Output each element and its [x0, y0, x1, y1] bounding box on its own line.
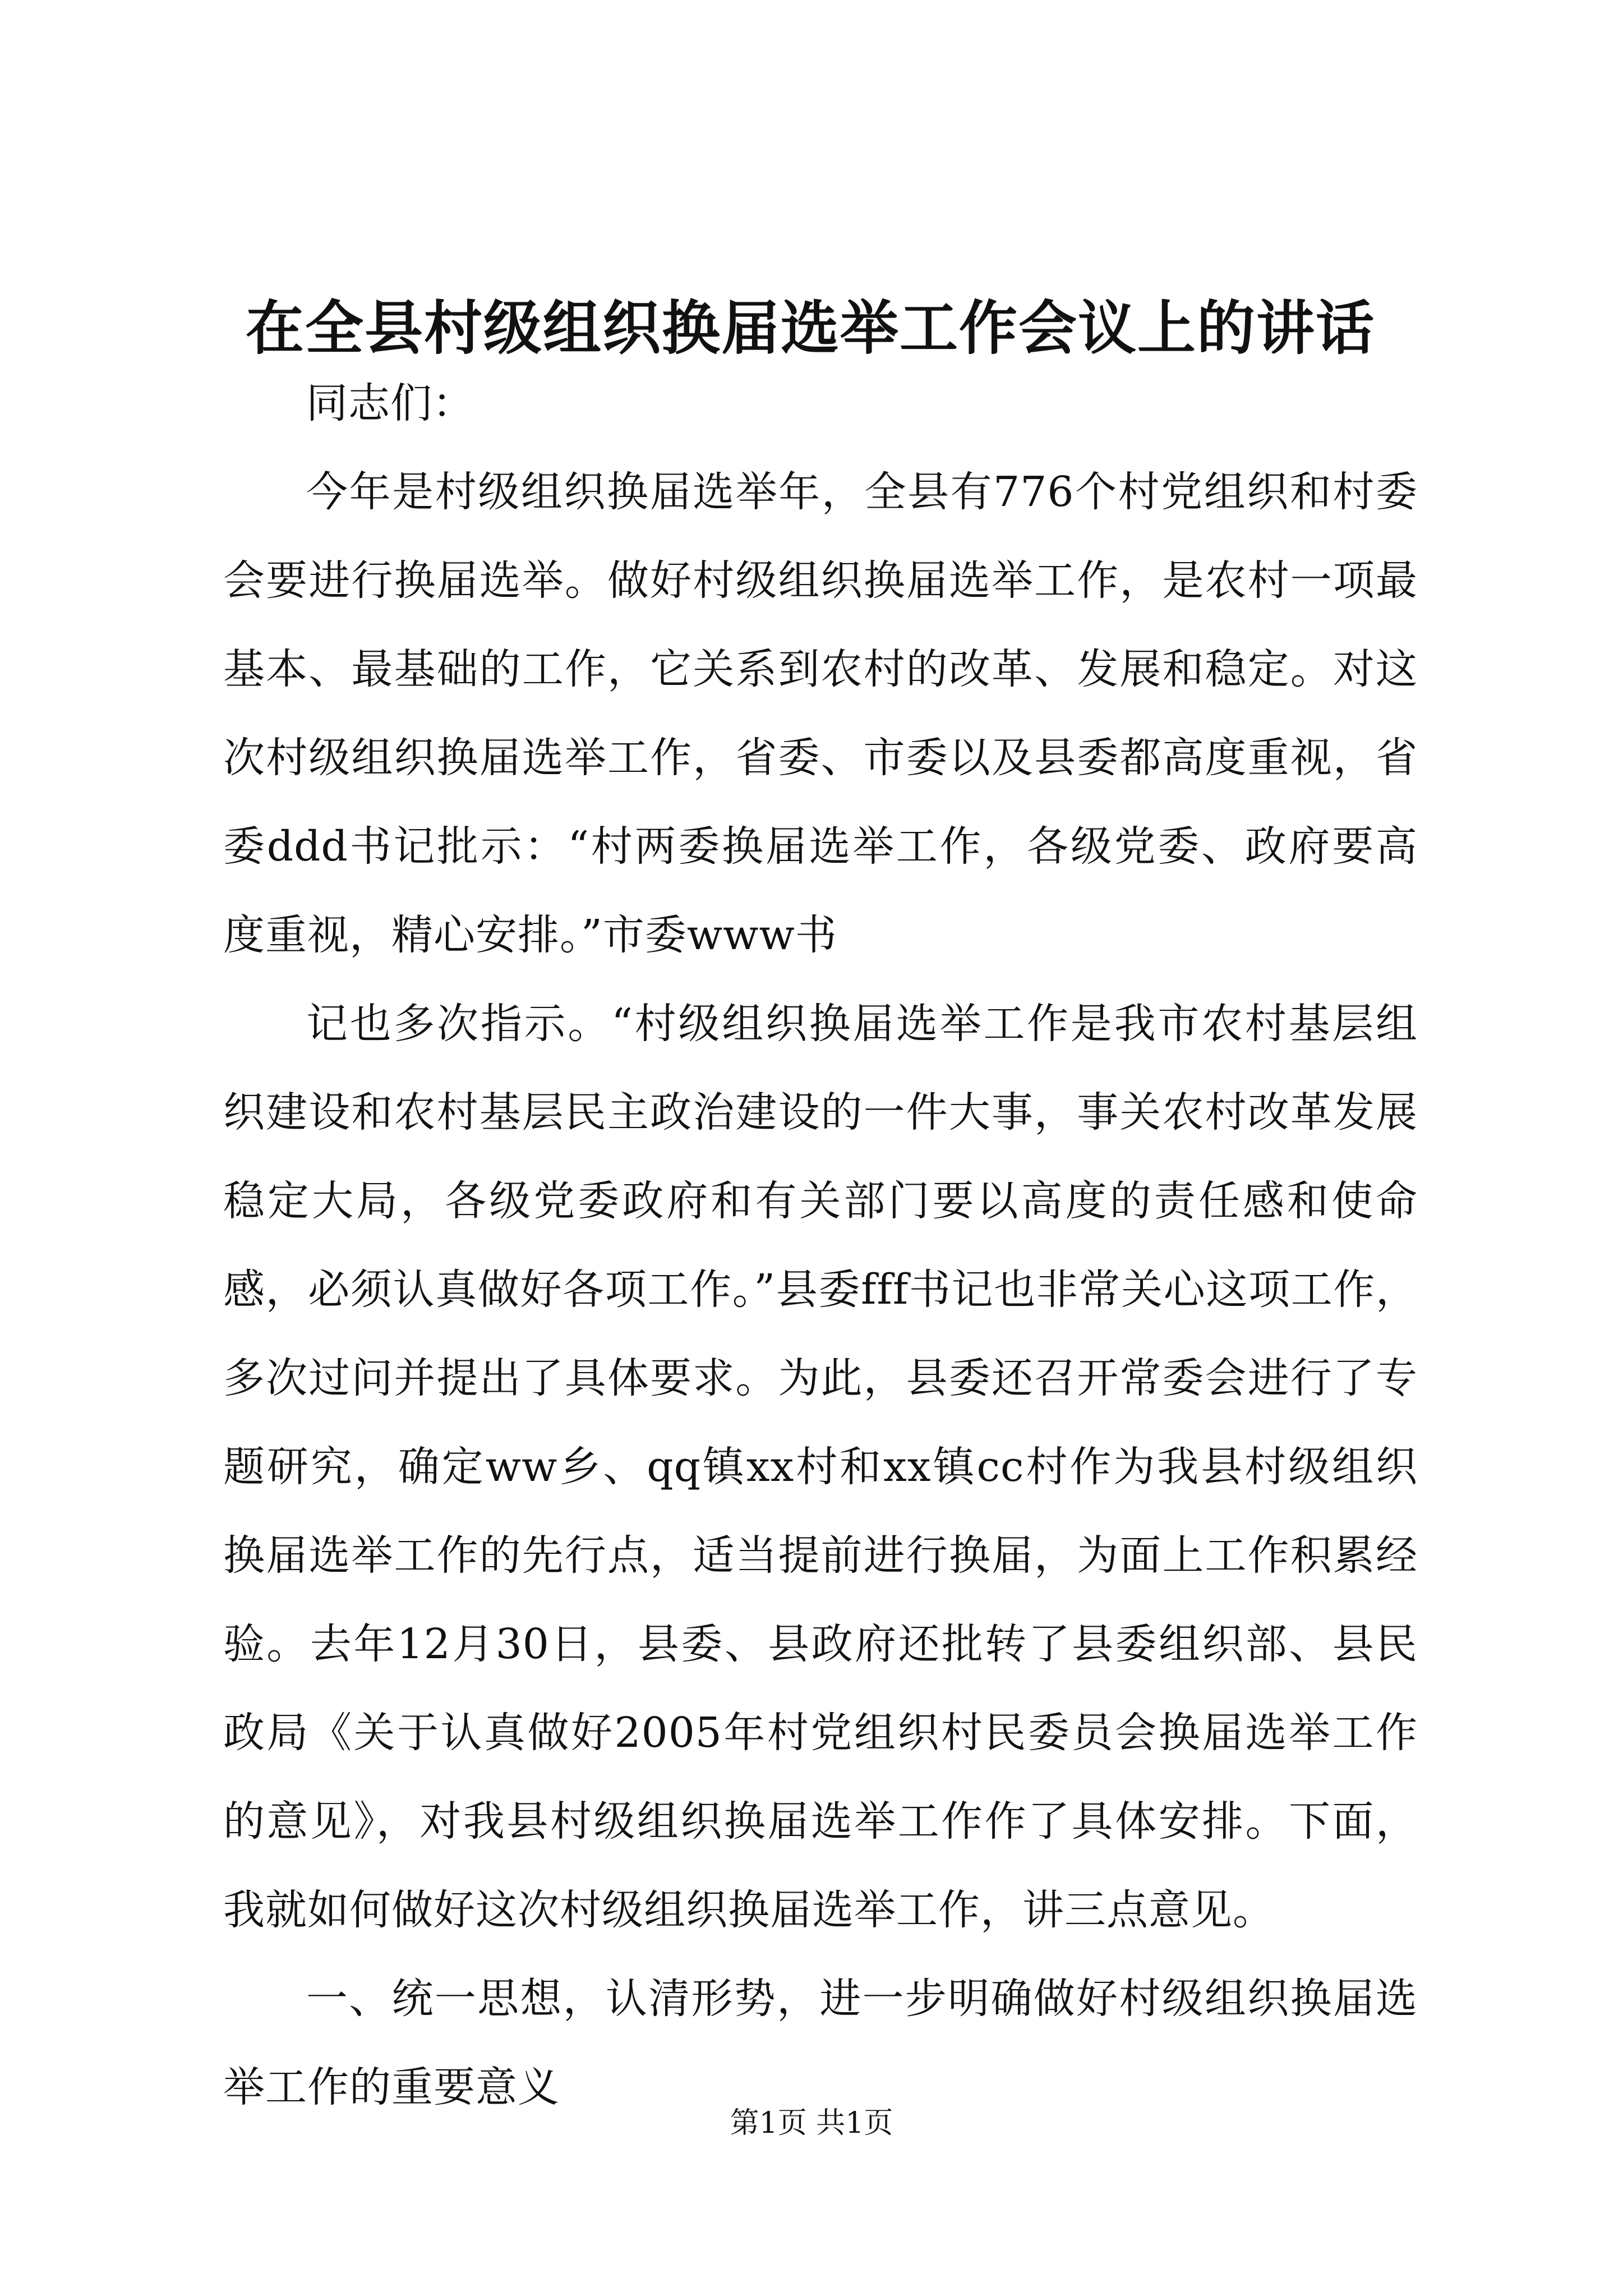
body-paragraph-2: 记也多次指示。“村级组织换届选举工作是我市农村基层组织建设和农村基层民主政治建设的一件大事，事关农村改革发展稳定大局，各级党委政府和有关部门要以高度的责任感和使命感，必须认真做好各项工作。”县委fff书记也非常关心这项工作，多次过问并提出了具体要求。为此，县委还召开常委会进行了专题研究，确定ww乡、qq镇xx村和xx镇cc村作为我县村级组织换届选举工作的先行点，适当提前进行换届，为面上工作积累经验。去年12月30日，县委、县政府还批转了县委组织部、县民政局《关于认真做好2005年村党组织村民委员会换届选举工作的意见》，对我县村级组织换届选举工作作了具体安排。下面，我就如何做好这次村级组织换届选举工作，讲三点意见。 — [223, 1000, 1418, 1934]
salutation-paragraph: 同志们： — [306, 379, 474, 427]
section-heading-1: 一、统一思想，认清形势，进一步明确做好村级组织换届选举工作的重要意义 — [223, 1975, 1418, 2111]
body-paragraph-1: 今年是村级组织换届选举年，全县有776个村党组织和村委会要进行换届选举。做好村级组织换届选举工作，是农村一项最基本、最基础的工作，它关系到农村的改革、发展和稳定。对这次村级组织换届选举工作，省委、市委以及县委都高度重视，省委ddd书记批示：“村两委换届选举工作，各级党委、政府要高度重视，精心安排。”市委www书 — [223, 468, 1418, 959]
document-title: 在全县村级组织换届选举工作会议上的讲话 — [245, 293, 1375, 362]
document-body — [223, 359, 1418, 2132]
page-footer: 第1页 共1页 — [730, 2106, 893, 2140]
